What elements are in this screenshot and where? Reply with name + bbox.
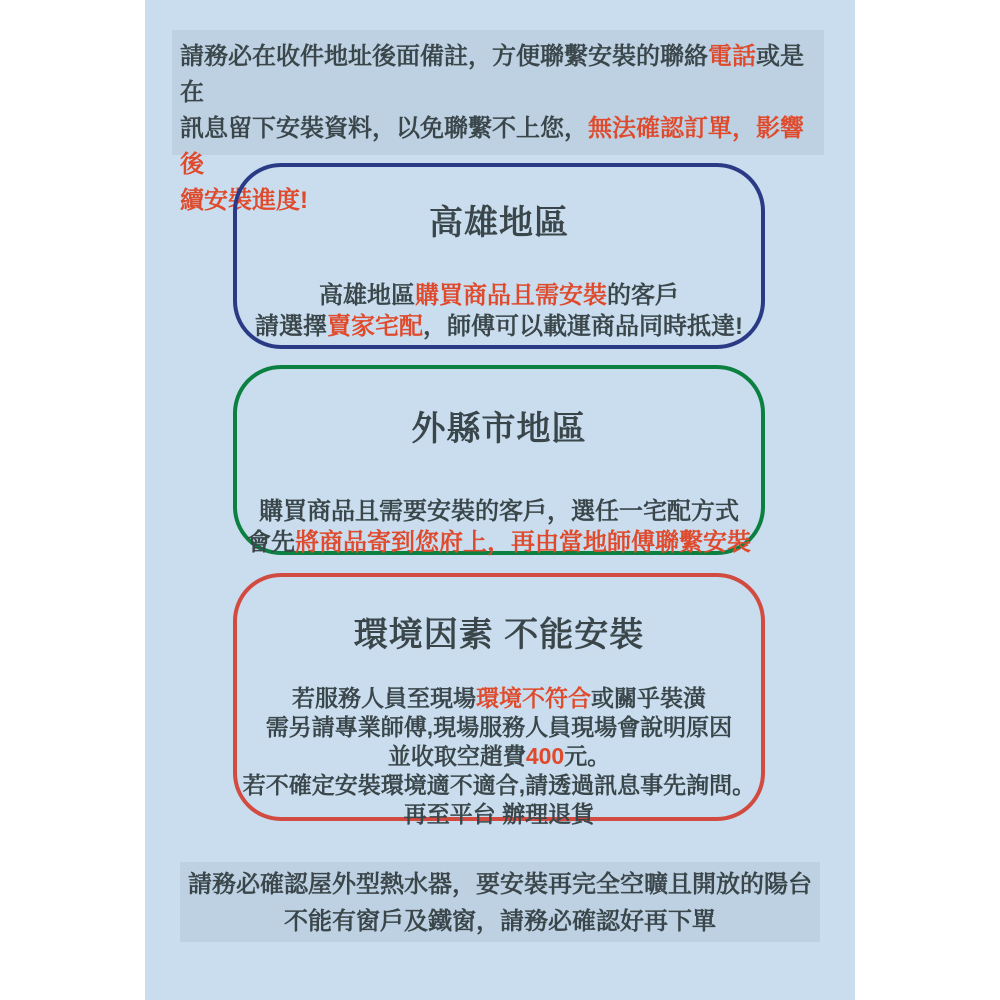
- box-body-kaohsiung: [237, 280, 761, 342]
- text-segment: 或是在: [180, 43, 804, 106]
- top-notice: [172, 30, 824, 214]
- text-line: [237, 280, 761, 311]
- region-box-kaohsiung: [233, 163, 765, 349]
- blue-panel: [145, 0, 855, 1000]
- text-line: [237, 800, 761, 829]
- box-title-environment: 環境因素 不能安裝: [353, 616, 645, 654]
- text-segment: 將商品寄到您府上，再由當地師傅聯繫安裝: [295, 529, 751, 556]
- text-segment: 若不確定安裝環境適不適合,請透過訊息事先詢問。: [242, 772, 756, 798]
- text-segment: 購買商品且需安裝: [415, 282, 607, 309]
- text-segment: 元。: [564, 743, 611, 769]
- text-segment: 需另請專業師傅,現場服務人員現場會說明原因: [265, 714, 733, 740]
- box-body-environment: [237, 684, 761, 829]
- text-line: [180, 866, 820, 903]
- text-segment: 訊息留下安裝資料，以免聯繫不上您，: [180, 115, 588, 142]
- text-line: [237, 684, 761, 713]
- text-segment: 續安裝進度!: [180, 187, 308, 214]
- text-line: [237, 527, 761, 558]
- box-body-other-counties: [237, 496, 761, 558]
- text-segment: 請務必確認屋外型熱水器，要安裝再完全空曠且開放的陽台: [188, 871, 812, 898]
- text-segment: 再至平台 辦理退貨: [403, 801, 595, 827]
- bottom-notice: [180, 862, 820, 942]
- text-segment: 的客戶: [607, 282, 679, 309]
- text-segment: 無法確認訂單，影響後: [180, 115, 804, 178]
- text-segment: 賣家宅配: [327, 313, 423, 340]
- region-box-environment: [233, 573, 765, 827]
- text-segment: 並收取空趙費: [387, 743, 526, 769]
- text-segment: 請務必在收件地址後面備註，方便聯繫安裝的聯絡: [180, 43, 708, 70]
- region-box-other-counties: [233, 365, 765, 555]
- text-segment: 400: [525, 743, 565, 769]
- text-line: [237, 496, 761, 527]
- text-segment: 或關乎裝潢: [591, 685, 706, 711]
- text-segment: 不能有窗戶及鐵窗，請務必確認好再下單: [284, 908, 716, 935]
- text-line: [237, 311, 761, 342]
- text-line: [237, 742, 761, 771]
- box-title-kaohsiung: 高雄地區: [429, 204, 569, 242]
- text-segment: 高雄地區: [319, 282, 415, 309]
- text-line: [180, 39, 818, 111]
- text-segment: 會先: [247, 529, 295, 556]
- text-segment: 電話: [708, 43, 756, 70]
- text-segment: ，師傅可以載運商品同時抵達!: [423, 313, 743, 340]
- text-line: [237, 713, 761, 742]
- text-segment: 購買商品且需要安裝的客戶，選任一宅配方式: [259, 498, 739, 525]
- text-line: [237, 771, 761, 800]
- text-segment: 環境不符合: [476, 685, 591, 711]
- text-segment: 若服務人員至現場: [292, 685, 476, 711]
- box-title-other-counties: 外縣市地區: [411, 410, 587, 448]
- text-segment: 請選擇: [255, 313, 327, 340]
- text-line: [180, 903, 820, 940]
